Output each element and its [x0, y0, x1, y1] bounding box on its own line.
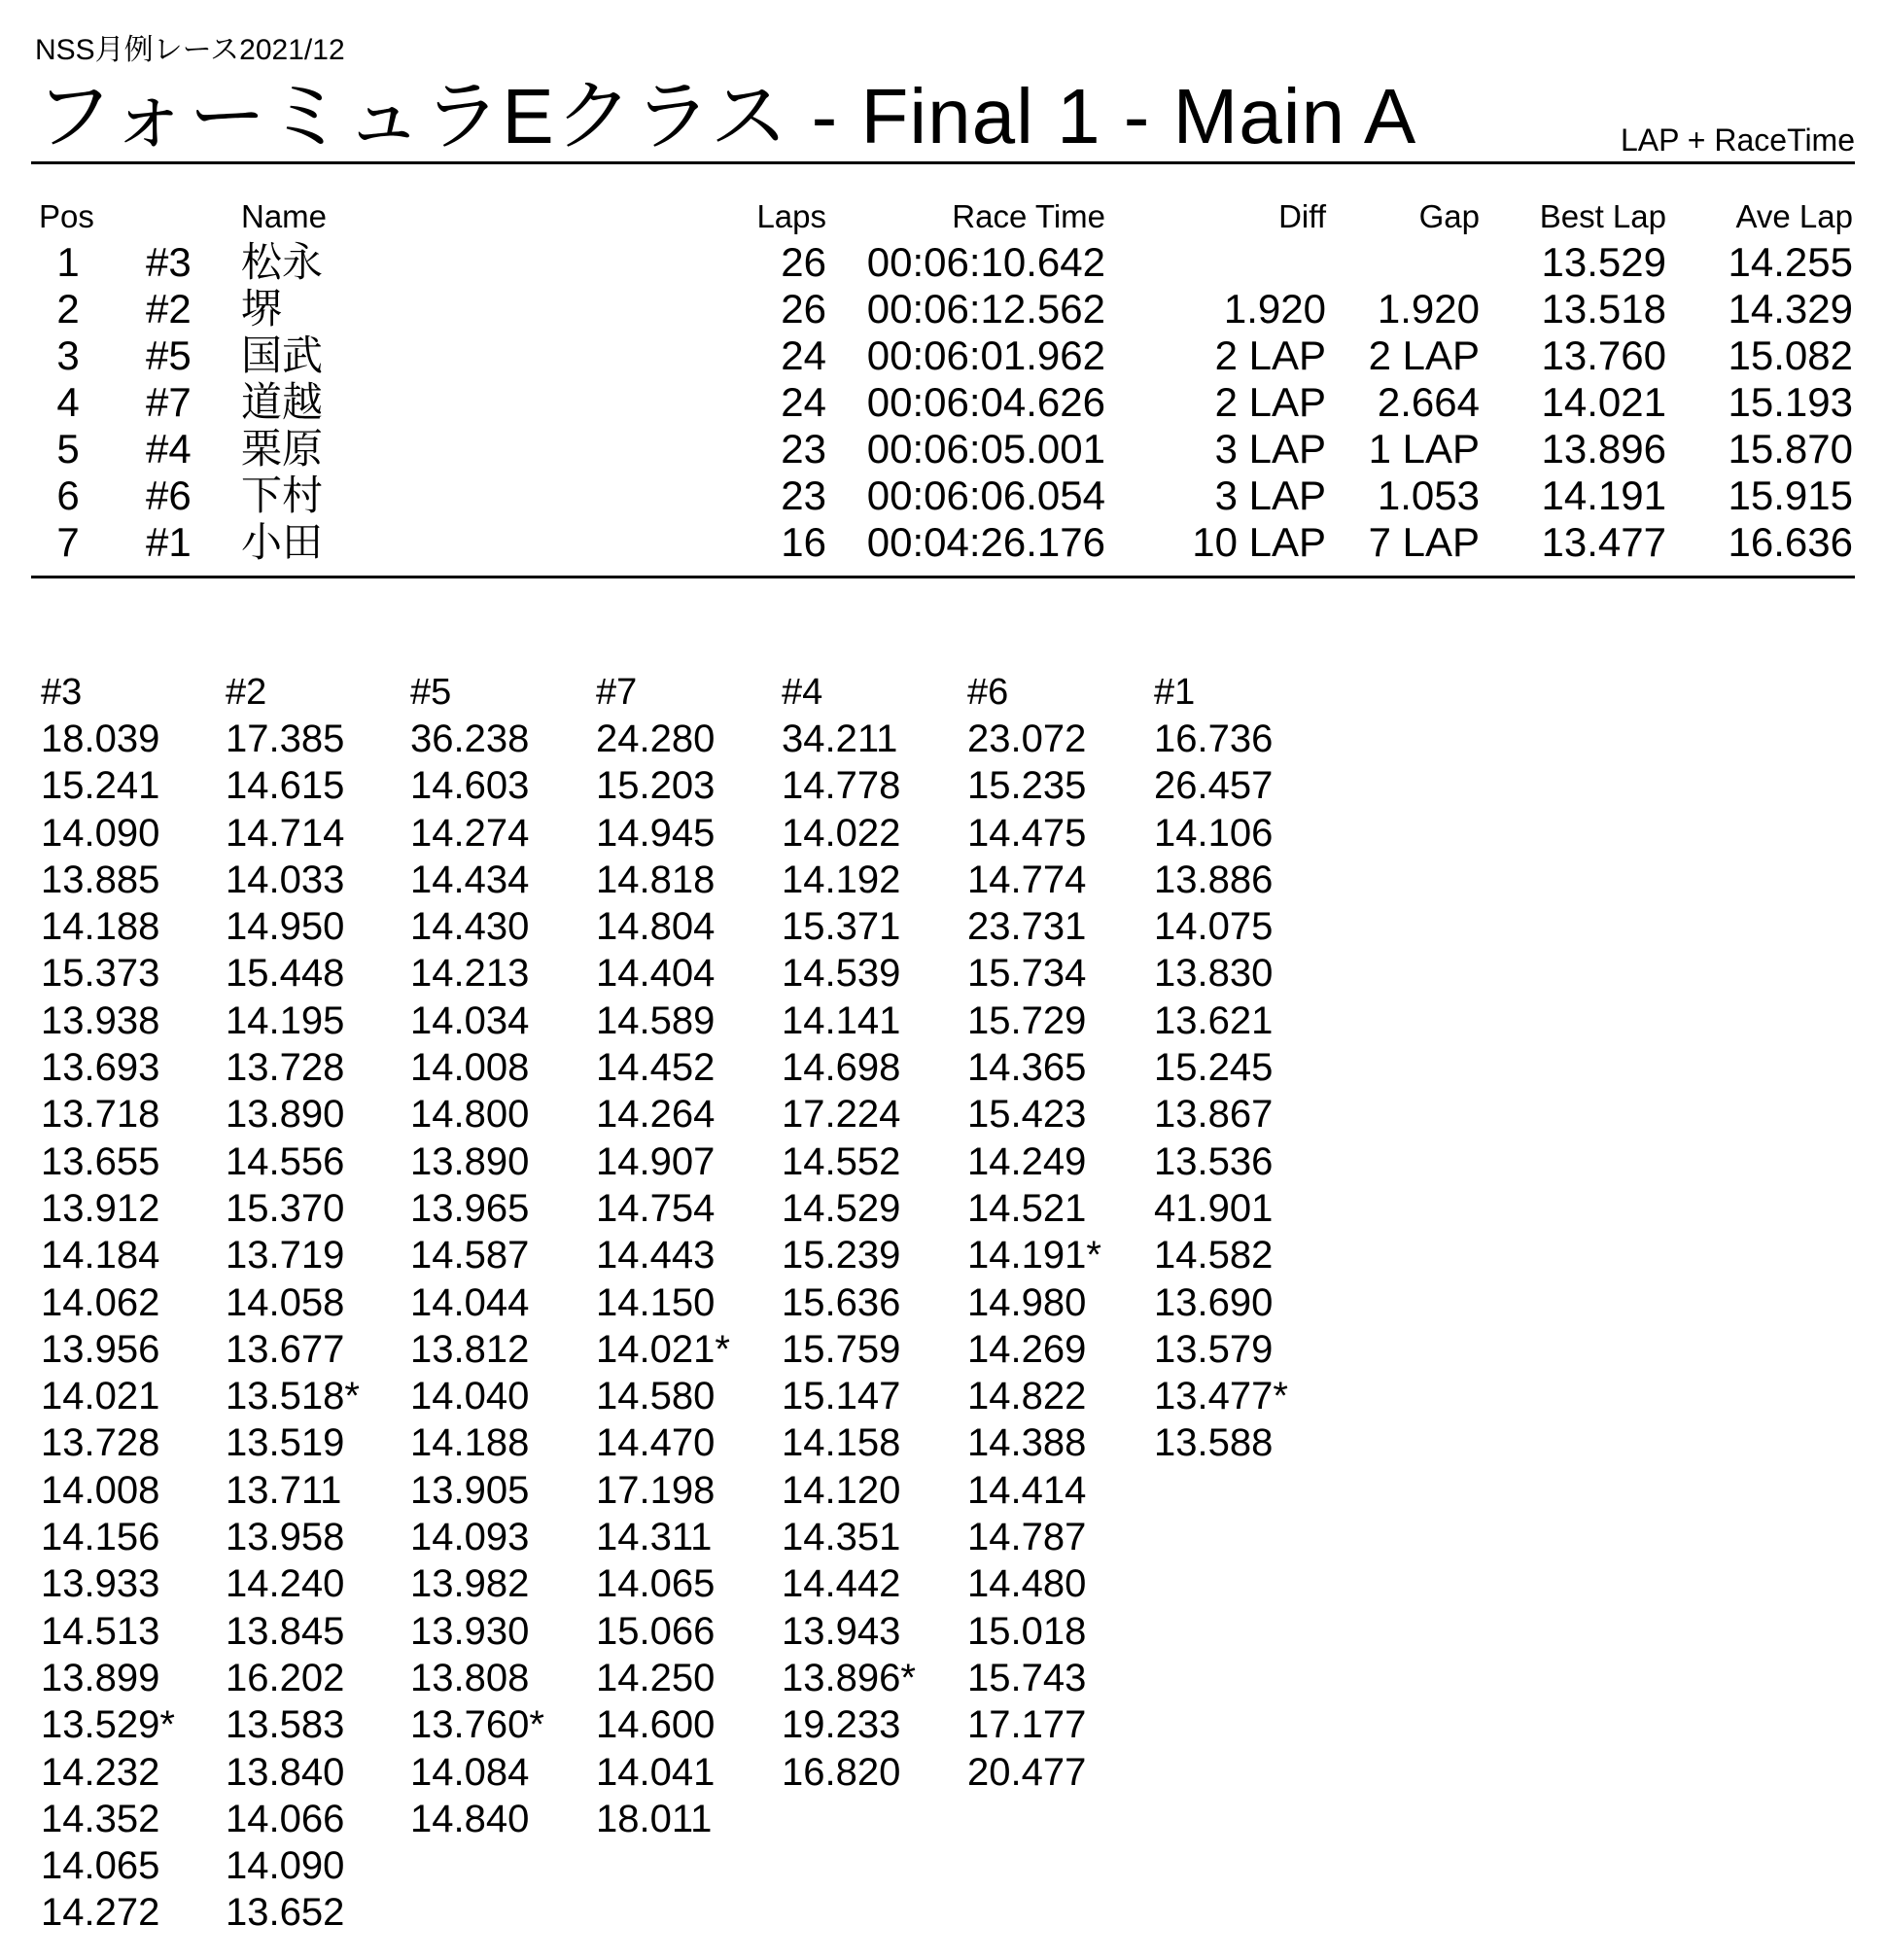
driver-name-cell: 国武 [241, 332, 324, 378]
lap-time: 16.736 [1154, 718, 1274, 760]
lap-time: 13.982 [410, 1562, 530, 1606]
lap-time: 15.734 [967, 952, 1087, 996]
lap-count-cell: 24 [781, 332, 826, 378]
lap-time: 16.820 [782, 1750, 901, 1794]
lap-time: 15.448 [226, 952, 345, 996]
lap-time: 14.582 [1154, 1234, 1274, 1278]
lap-time: 14.184 [41, 1234, 160, 1278]
best-lap-cell: 13.477 [1541, 519, 1666, 565]
lap-time: 17.224 [782, 1093, 901, 1137]
lap-column [596, 669, 781, 1842]
lap-time: 14.033 [226, 858, 345, 901]
lap-time: 15.636 [782, 1280, 901, 1324]
lap-count-cell: 16 [781, 519, 826, 565]
lap-time: 13.890 [226, 1093, 345, 1137]
lap-time: 13.518* [226, 1375, 360, 1418]
lap-column [782, 669, 966, 1796]
lap-time: 13.690 [1154, 1280, 1274, 1324]
lap-time: 14.556 [226, 1139, 345, 1183]
lap-column-car-number: #1 [1154, 672, 1196, 713]
results-header-row [0, 194, 1886, 239]
lap-time: 14.084 [410, 1750, 530, 1794]
race-time-cell: 00:04:26.176 [866, 519, 1105, 565]
lap-time: 14.090 [41, 811, 160, 855]
lap-time: 13.693 [41, 1046, 160, 1090]
lap-time: 14.787 [967, 1516, 1087, 1559]
race-time-cell: 00:06:06.054 [866, 472, 1105, 518]
driver-name-cell: 道越 [241, 379, 324, 425]
diff-cell: 10 LAP [1192, 519, 1326, 565]
lap-column [41, 669, 226, 1937]
lap-time: 13.943 [782, 1609, 901, 1653]
lap-time: 14.529 [782, 1186, 901, 1230]
lap-count-cell: 26 [781, 286, 826, 332]
lap-time: 13.912 [41, 1186, 160, 1230]
lap-count-cell: 26 [781, 239, 826, 285]
col-header-diff: Diff [1278, 198, 1326, 234]
lap-time: 13.845 [226, 1609, 345, 1653]
lap-time: 13.933 [41, 1562, 160, 1606]
race-time-cell: 00:06:05.001 [866, 426, 1105, 472]
lap-time: 14.589 [596, 998, 716, 1042]
lap-time: 23.072 [967, 718, 1087, 760]
lap-column-car-number: #2 [226, 672, 267, 713]
diff-cell: 3 LAP [1214, 472, 1326, 518]
lap-time: 15.241 [41, 764, 160, 808]
lap-time: 14.158 [782, 1421, 901, 1465]
position-cell: 1 [56, 239, 80, 285]
results-row [0, 239, 1886, 286]
car-number-cell: #6 [146, 472, 192, 518]
col-header-name: Name [241, 198, 328, 234]
col-header-laps: Laps [756, 198, 826, 234]
best-lap-cell: 14.021 [1541, 379, 1666, 425]
lap-time: 13.958 [226, 1516, 345, 1559]
lap-time: 14.093 [410, 1516, 530, 1559]
lap-time: 18.039 [41, 718, 160, 760]
lap-time: 14.240 [226, 1562, 345, 1606]
lap-time: 14.800 [410, 1093, 530, 1137]
lap-time: 14.513 [41, 1609, 160, 1653]
diff-cell: 3 LAP [1214, 426, 1326, 472]
car-number-cell: #1 [146, 519, 192, 565]
best-lap-cell: 13.760 [1541, 332, 1666, 378]
ave-lap-cell: 14.255 [1728, 239, 1853, 285]
col-header-race-time: Race Time [952, 198, 1105, 234]
lap-column-car-number: #6 [967, 672, 1009, 713]
lap-time: 17.385 [226, 718, 345, 760]
lap-time: 15.371 [782, 905, 901, 949]
lap-time: 14.778 [782, 764, 901, 808]
results-row [0, 426, 1886, 472]
lap-time: 13.677 [226, 1327, 345, 1371]
ave-lap-cell: 14.329 [1728, 286, 1853, 332]
lap-column-car-number: #4 [782, 672, 823, 713]
driver-name-cell: 小田 [241, 519, 324, 565]
gap-cell: 2 LAP [1368, 332, 1480, 378]
lap-time: 14.818 [596, 858, 716, 901]
results-body [0, 239, 1886, 566]
lap-time: 13.583 [226, 1703, 345, 1747]
lap-time: 19.233 [782, 1703, 901, 1747]
lap-time: 14.274 [410, 811, 530, 855]
lap-time: 14.615 [226, 764, 345, 808]
driver-name-cell: 栗原 [241, 426, 324, 472]
results-row [0, 519, 1886, 566]
lap-column [226, 669, 410, 1937]
lap-time: 13.938 [41, 998, 160, 1042]
lap-time: 15.245 [1154, 1046, 1274, 1090]
car-number-cell: #4 [146, 426, 192, 472]
lap-time: 14.106 [1154, 811, 1274, 855]
lap-count-cell: 23 [781, 426, 826, 472]
lap-time: 13.812 [410, 1327, 530, 1371]
lap-time: 13.655 [41, 1139, 160, 1183]
lap-time: 20.477 [967, 1750, 1087, 1794]
diff-cell: 2 LAP [1214, 379, 1326, 425]
lap-time: 15.370 [226, 1186, 345, 1230]
race-time-cell: 00:06:10.642 [866, 239, 1105, 285]
lap-time: 14.452 [596, 1046, 716, 1090]
lap-column-car-number: #5 [410, 672, 452, 713]
lap-time: 14.213 [410, 952, 530, 996]
lap-time: 13.885 [41, 858, 160, 901]
driver-name-cell: 下村 [241, 472, 324, 518]
results-row [0, 379, 1886, 426]
lap-time: 15.743 [967, 1656, 1087, 1699]
lap-time: 14.365 [967, 1046, 1087, 1090]
race-subtitle: NSS月例レース2021/12 [35, 34, 345, 66]
lap-time: 26.457 [1154, 764, 1274, 808]
lap-time: 13.830 [1154, 952, 1274, 996]
lap-time: 14.022 [782, 811, 901, 855]
lap-time: 13.808 [410, 1656, 530, 1699]
lap-time: 14.475 [967, 811, 1087, 855]
lap-time: 13.718 [41, 1093, 160, 1137]
car-number-cell: #2 [146, 286, 192, 332]
lap-time: 14.907 [596, 1139, 716, 1183]
car-number-cell: #3 [146, 239, 192, 285]
lap-time: 14.188 [410, 1421, 530, 1465]
gap-cell: 7 LAP [1368, 519, 1480, 565]
lap-time: 23.731 [967, 905, 1087, 949]
lap-time: 15.018 [967, 1609, 1087, 1653]
position-cell: 4 [56, 379, 80, 425]
lap-time: 14.058 [226, 1280, 345, 1324]
lap-time: 14.774 [967, 858, 1087, 901]
lap-time: 14.250 [596, 1656, 716, 1699]
lap-time: 13.886 [1154, 858, 1274, 901]
lap-time: 14.195 [226, 998, 345, 1042]
lap-time: 14.600 [596, 1703, 716, 1747]
lap-time: 13.579 [1154, 1327, 1274, 1371]
lap-column [967, 669, 1152, 1796]
lap-time: 13.652 [226, 1891, 345, 1935]
lap-time: 14.008 [41, 1468, 160, 1512]
best-lap-cell: 14.191 [1541, 472, 1666, 518]
lap-time: 15.729 [967, 998, 1087, 1042]
lap-time: 14.041 [596, 1750, 716, 1794]
lap-time: 13.899 [41, 1656, 160, 1699]
lap-time: 41.901 [1154, 1186, 1274, 1230]
lap-time: 14.414 [967, 1468, 1087, 1512]
position-cell: 6 [56, 472, 80, 518]
lap-time: 14.603 [410, 764, 530, 808]
lap-time: 14.191* [967, 1234, 1101, 1278]
lap-time: 13.529* [41, 1703, 175, 1747]
lap-time: 14.442 [782, 1562, 901, 1606]
lap-time: 14.980 [967, 1280, 1087, 1324]
lap-time: 13.896* [782, 1656, 916, 1699]
ave-lap-cell: 15.915 [1728, 472, 1853, 518]
lap-time: 14.587 [410, 1234, 530, 1278]
results-table [0, 194, 1886, 566]
lap-time: 13.711 [226, 1468, 342, 1512]
lap-time: 14.040 [410, 1375, 530, 1418]
lap-time: 14.945 [596, 811, 716, 855]
lap-time: 14.075 [1154, 905, 1274, 949]
position-cell: 5 [56, 426, 80, 472]
lap-time: 16.202 [226, 1656, 345, 1699]
lap-time: 34.211 [782, 718, 898, 760]
lap-time: 14.066 [226, 1797, 345, 1840]
lap-time: 14.714 [226, 811, 345, 855]
lap-time: 14.580 [596, 1375, 716, 1418]
lap-time: 14.192 [782, 858, 901, 901]
lap-time: 14.120 [782, 1468, 901, 1512]
timing-mode-label: LAP + RaceTime [1621, 122, 1855, 158]
lap-time: 15.423 [967, 1093, 1087, 1137]
lap-time: 13.760* [410, 1703, 544, 1747]
lap-time: 14.804 [596, 905, 716, 949]
lap-time: 36.238 [410, 718, 530, 760]
lap-column [410, 669, 595, 1842]
col-header-pos: Pos [39, 198, 94, 234]
lap-time: 14.272 [41, 1891, 160, 1935]
car-number-cell: #7 [146, 379, 192, 425]
lap-time: 14.311 [596, 1516, 713, 1559]
lap-time: 14.754 [596, 1186, 716, 1230]
lap-time: 14.249 [967, 1139, 1087, 1183]
lap-time: 24.280 [596, 718, 716, 760]
lap-time: 13.905 [410, 1468, 530, 1512]
lap-time: 14.065 [596, 1562, 716, 1606]
car-number-cell: #5 [146, 332, 192, 378]
lap-time: 14.021* [596, 1327, 730, 1371]
lap-time: 14.950 [226, 905, 345, 949]
race-time-cell: 00:06:01.962 [866, 332, 1105, 378]
lap-time: 14.065 [41, 1844, 160, 1888]
lap-time: 15.759 [782, 1327, 901, 1371]
best-lap-cell: 13.529 [1541, 239, 1666, 285]
lap-time: 15.203 [596, 764, 716, 808]
lap-time: 13.728 [226, 1046, 345, 1090]
race-time-cell: 00:06:04.626 [866, 379, 1105, 425]
lap-time: 14.269 [967, 1327, 1087, 1371]
lap-time: 14.062 [41, 1280, 160, 1324]
lap-time: 14.840 [410, 1797, 530, 1840]
lap-time: 14.434 [410, 858, 530, 901]
lap-column-car-number: #7 [596, 672, 638, 713]
lap-time: 13.840 [226, 1750, 345, 1794]
gap-cell: 1.920 [1377, 286, 1480, 332]
results-row [0, 472, 1886, 519]
header-rule [31, 161, 1855, 164]
lap-count-cell: 23 [781, 472, 826, 518]
lap-time: 13.956 [41, 1327, 160, 1371]
diff-cell: 2 LAP [1214, 332, 1326, 378]
lap-time: 14.034 [410, 998, 530, 1042]
lap-time: 14.388 [967, 1421, 1087, 1465]
lap-time: 13.930 [410, 1609, 530, 1653]
lap-time: 14.352 [41, 1797, 160, 1840]
lap-time: 13.965 [410, 1186, 530, 1230]
lap-time: 14.351 [782, 1516, 901, 1559]
lap-time: 17.198 [596, 1468, 716, 1512]
lap-time: 14.090 [226, 1844, 345, 1888]
lap-time: 14.141 [782, 998, 901, 1042]
lap-time: 14.232 [41, 1750, 160, 1794]
best-lap-cell: 13.518 [1541, 286, 1666, 332]
race-time-cell: 00:06:12.562 [866, 286, 1105, 332]
lap-column-car-number: #3 [41, 672, 83, 713]
lap-time: 14.822 [967, 1375, 1087, 1418]
driver-name-cell: 堺 [241, 286, 283, 332]
lap-time: 14.188 [41, 905, 160, 949]
position-cell: 7 [56, 519, 80, 565]
lap-time: 14.156 [41, 1516, 160, 1559]
lap-time: 14.264 [596, 1093, 716, 1137]
lap-time: 15.066 [596, 1609, 716, 1653]
lap-time: 14.698 [782, 1046, 901, 1090]
lap-time: 15.235 [967, 764, 1087, 808]
gap-cell: 1 LAP [1368, 426, 1480, 472]
lap-time: 13.536 [1154, 1139, 1274, 1183]
lap-time: 14.150 [596, 1280, 716, 1324]
gap-cell: 2.664 [1377, 379, 1480, 425]
position-cell: 2 [56, 286, 80, 332]
lap-time: 17.177 [967, 1703, 1087, 1747]
lap-time: 13.890 [410, 1139, 530, 1183]
col-header-ave-lap: Ave Lap [1735, 198, 1853, 234]
gap-cell: 1.053 [1377, 472, 1480, 518]
lap-time: 14.539 [782, 952, 901, 996]
best-lap-cell: 13.896 [1541, 426, 1666, 472]
lap-time: 15.373 [41, 952, 160, 996]
driver-name-cell: 松永 [241, 239, 324, 285]
lap-time: 13.477* [1154, 1375, 1288, 1418]
lap-time: 13.519 [226, 1421, 345, 1465]
lap-time: 14.521 [967, 1186, 1087, 1230]
ave-lap-cell: 16.636 [1728, 519, 1853, 565]
results-rule [31, 576, 1855, 578]
ave-lap-cell: 15.870 [1728, 426, 1853, 472]
lap-time: 18.011 [596, 1797, 713, 1840]
race-title: フォーミュラEクラス - Final 1 - Main A [35, 73, 1417, 159]
lap-time: 13.621 [1154, 998, 1274, 1042]
lap-time: 14.430 [410, 905, 530, 949]
diff-cell: 1.920 [1223, 286, 1326, 332]
ave-lap-cell: 15.082 [1728, 332, 1853, 378]
lap-time: 14.470 [596, 1421, 716, 1465]
lap-time: 14.480 [967, 1562, 1087, 1606]
lap-time: 15.239 [782, 1234, 901, 1278]
lap-time: 15.147 [782, 1375, 901, 1418]
lap-time: 14.552 [782, 1139, 901, 1183]
lap-time: 13.719 [226, 1234, 345, 1278]
lap-column [1154, 669, 1339, 1467]
lap-time: 13.728 [41, 1421, 160, 1465]
position-cell: 3 [56, 332, 80, 378]
results-row [0, 332, 1886, 379]
results-row [0, 286, 1886, 332]
lap-time: 14.443 [596, 1234, 716, 1278]
lap-time: 13.867 [1154, 1093, 1274, 1137]
col-header-gap: Gap [1418, 198, 1480, 234]
lap-time: 14.044 [410, 1280, 530, 1324]
lap-time: 14.021 [41, 1375, 160, 1418]
lap-time: 14.008 [410, 1046, 530, 1090]
lap-count-cell: 24 [781, 379, 826, 425]
col-header-best-lap: Best Lap [1539, 198, 1666, 234]
ave-lap-cell: 15.193 [1728, 379, 1853, 425]
lap-time: 13.588 [1154, 1421, 1274, 1465]
lap-time: 14.404 [596, 952, 716, 996]
